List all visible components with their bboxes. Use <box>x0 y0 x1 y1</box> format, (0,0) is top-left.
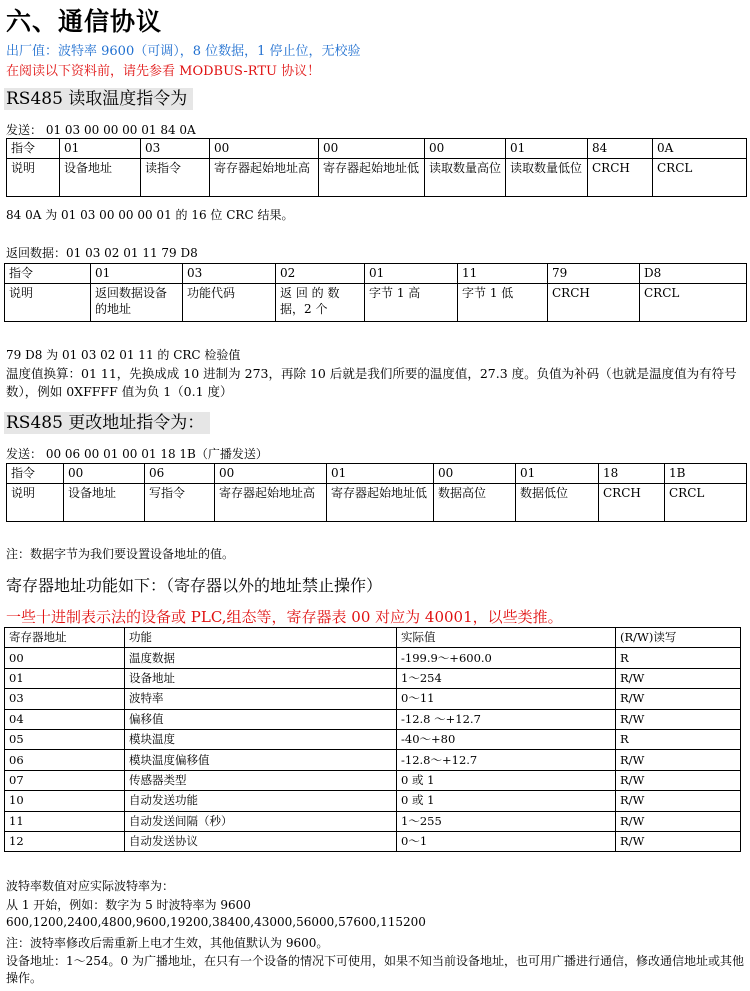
table-cell: 指令 <box>7 464 64 484</box>
return-data-row-1 <box>5 284 747 322</box>
table-cell: 指令 <box>7 139 60 159</box>
table-cell: 寄存器起始地址高 <box>210 159 319 197</box>
page-title: 六、通信协议 <box>6 7 163 36</box>
table-cell: R <box>616 648 741 668</box>
table-cell: R/W <box>616 709 741 729</box>
modbus-reference-note: 在阅读以下资料前，请先参看 MODBUS-RTU 协议！ <box>6 64 321 79</box>
read-temp-send-line: 发送： 01 03 00 00 00 01 84 0A <box>6 123 196 137</box>
table-cell: R/W <box>616 770 741 790</box>
table-cell: 01 <box>365 264 458 284</box>
register-row-4 <box>5 709 741 729</box>
table-cell: 01 <box>60 139 141 159</box>
table-cell: CRCH <box>548 284 640 322</box>
table-cell: 01 <box>5 668 125 688</box>
table-cell: 00 <box>434 464 516 484</box>
table-cell: 00 <box>215 464 327 484</box>
change-addr-command-table <box>6 463 747 522</box>
baud-rate-list: 600,1200,2400,4800,9600,19200,38400,43000,56000,57600,115200 <box>6 915 426 929</box>
table-cell: 功能代码 <box>183 284 276 322</box>
table-cell: 01 <box>506 139 588 159</box>
table-cell: (R/W)读写 <box>616 628 741 648</box>
table-cell: 84 <box>588 139 653 159</box>
table-cell: 00 <box>210 139 319 159</box>
change-addr-row-0 <box>7 464 747 484</box>
table-cell: 0 或 1 <box>397 791 616 811</box>
table-cell: -40～+80 <box>397 729 616 749</box>
table-cell: R/W <box>616 791 741 811</box>
table-cell: R/W <box>616 831 741 851</box>
table-cell: 偏移值 <box>125 709 397 729</box>
table-cell: 05 <box>5 729 125 749</box>
table-cell: 10 <box>5 791 125 811</box>
table-cell: CRCH <box>588 159 653 197</box>
baud-note: 注：波特率修改后需重新上电才生效，其他值默认为 9600。 <box>6 936 329 950</box>
table-cell: 波特率 <box>125 689 397 709</box>
table-cell: 寄存器起始地址高 <box>215 484 327 522</box>
table-cell: -199.9～+600.0 <box>397 648 616 668</box>
table-cell: 0～11 <box>397 689 616 709</box>
table-cell: 03 <box>5 689 125 709</box>
table-cell: 1～255 <box>397 811 616 831</box>
table-cell: CRCL <box>653 159 747 197</box>
change-addr-row-1 <box>7 484 747 522</box>
table-cell: 00 <box>5 648 125 668</box>
table-cell: 寄存器地址 <box>5 628 125 648</box>
register-table <box>4 627 741 852</box>
register-row-2 <box>5 668 741 688</box>
table-cell: 11 <box>5 811 125 831</box>
table-cell: 12 <box>5 831 125 851</box>
table-cell: 0～1 <box>397 831 616 851</box>
return-data-table <box>4 263 747 322</box>
table-cell: 实际值 <box>397 628 616 648</box>
change-addr-note: 注：数据字节为我们要设置设备地址的值。 <box>6 547 235 561</box>
change-addr-heading: RS485 更改地址指令为： <box>4 412 210 434</box>
table-cell: D8 <box>640 264 747 284</box>
table-cell: CRCH <box>599 484 665 522</box>
table-cell: 00 <box>64 464 145 484</box>
device-address-note: 设备地址：1～254。0 为广播地址，在只有一个设备的情况下可使用，如果不知当前设备地址，也可用广播进行通信，修改通信地址或其他操作。 <box>6 954 744 985</box>
table-cell: 说明 <box>7 484 64 522</box>
table-cell: 字节 1 低 <box>458 284 548 322</box>
table-cell: 返 回 的 数 据，2 个 <box>276 284 365 322</box>
return-data-line: 返回数据：01 03 02 01 11 79 D8 <box>6 246 198 260</box>
table-cell: 0 或 1 <box>397 770 616 790</box>
table-cell: 79 <box>548 264 640 284</box>
factory-settings-line: 出厂值：波特率 9600（可调），8 位数据，1 停止位，无校验 <box>6 44 361 59</box>
register-row-1 <box>5 648 741 668</box>
table-cell: 传感器类型 <box>125 770 397 790</box>
table-cell: 寄存器起始地址低 <box>327 484 434 522</box>
read-temp-heading: RS485 读取温度指令为 <box>4 88 193 110</box>
table-cell: 06 <box>5 750 125 770</box>
register-heading: 寄存器地址功能如下：（寄存器以外的地址禁止操作） <box>6 576 383 595</box>
register-row-3 <box>5 689 741 709</box>
table-cell: 数据低位 <box>516 484 599 522</box>
table-cell: 01 <box>91 264 183 284</box>
read-temp-row-1 <box>7 159 747 197</box>
table-cell: -12.8 ～+12.7 <box>397 709 616 729</box>
table-cell: R/W <box>616 750 741 770</box>
register-row-9 <box>5 811 741 831</box>
table-cell: 1～254 <box>397 668 616 688</box>
table-cell: CRCL <box>640 284 747 322</box>
table-cell: 模块温度偏移值 <box>125 750 397 770</box>
table-cell: 18 <box>599 464 665 484</box>
table-cell: -12.8～+12.7 <box>397 750 616 770</box>
baud-line-2: 从 1 开始，例如：数字为 5 时波特率为 9600 <box>6 898 251 912</box>
table-cell: 00 <box>425 139 506 159</box>
table-cell: 读指令 <box>141 159 210 197</box>
register-row-10 <box>5 831 741 851</box>
table-cell: R <box>616 729 741 749</box>
table-cell: 11 <box>458 264 548 284</box>
table-cell: 设备地址 <box>64 484 145 522</box>
read-temp-row-0 <box>7 139 747 159</box>
table-cell: 模块温度 <box>125 729 397 749</box>
table-cell: 0A <box>653 139 747 159</box>
table-cell: 说明 <box>5 284 91 322</box>
return-data-row-0 <box>5 264 747 284</box>
table-cell: 指令 <box>5 264 91 284</box>
register-row-8 <box>5 791 741 811</box>
table-cell: 自动发送功能 <box>125 791 397 811</box>
table-cell: 03 <box>141 139 210 159</box>
read-temp-crc-note: 84 0A 为 01 03 00 00 00 01 的 16 位 CRC 结果。 <box>6 208 294 222</box>
table-cell: R/W <box>616 668 741 688</box>
table-cell: 03 <box>183 264 276 284</box>
table-cell: CRCL <box>665 484 747 522</box>
table-cell: 字节 1 高 <box>365 284 458 322</box>
change-addr-send-line: 发送： 00 06 00 01 00 01 18 1B（广播发送） <box>6 447 268 461</box>
read-temp-command-table <box>6 138 747 197</box>
table-cell: 设备地址 <box>125 668 397 688</box>
register-row-5 <box>5 729 741 749</box>
table-cell: 自动发送间隔（秒） <box>125 811 397 831</box>
table-cell: 温度数据 <box>125 648 397 668</box>
table-cell: 06 <box>145 464 215 484</box>
register-row-6 <box>5 750 741 770</box>
table-cell: 07 <box>5 770 125 790</box>
table-cell: 读取数量低位 <box>506 159 588 197</box>
table-cell: 返回数据设备的地址 <box>91 284 183 322</box>
register-row-7 <box>5 770 741 790</box>
table-cell: 设备地址 <box>60 159 141 197</box>
table-cell: 01 <box>516 464 599 484</box>
table-cell: 读取数量高位 <box>425 159 506 197</box>
table-cell: 功能 <box>125 628 397 648</box>
table-cell: 04 <box>5 709 125 729</box>
table-cell: 寄存器起始地址低 <box>319 159 425 197</box>
table-cell: 01 <box>327 464 434 484</box>
table-cell: 说明 <box>7 159 60 197</box>
register-row-0 <box>5 628 741 648</box>
table-cell: 写指令 <box>145 484 215 522</box>
return-crc-check: 79 D8 为 01 03 02 01 11 的 CRC 检验值 <box>6 348 241 362</box>
plc-mapping-note: 一些十进制表示法的设备或 PLC,组态等，寄存器表 00 对应为 40001，以些类推。 <box>6 608 563 626</box>
table-cell: 数据高位 <box>434 484 516 522</box>
table-cell: 02 <box>276 264 365 284</box>
table-cell: R/W <box>616 689 741 709</box>
table-cell: 00 <box>319 139 425 159</box>
temperature-conversion-text: 温度值换算：01 11，先换成成 10 进制为 273，再除 10 后就是我们所要的温度值，27.3 度。负值为补码（也就是温度值为有符号数），例如 0XFFFF 值为负 1（0.1 度） <box>6 366 737 399</box>
baud-line-1: 波特率数值对应实际波特率为： <box>6 879 175 893</box>
table-cell: 1B <box>665 464 747 484</box>
table-cell: 自动发送协议 <box>125 831 397 851</box>
table-cell: R/W <box>616 811 741 831</box>
